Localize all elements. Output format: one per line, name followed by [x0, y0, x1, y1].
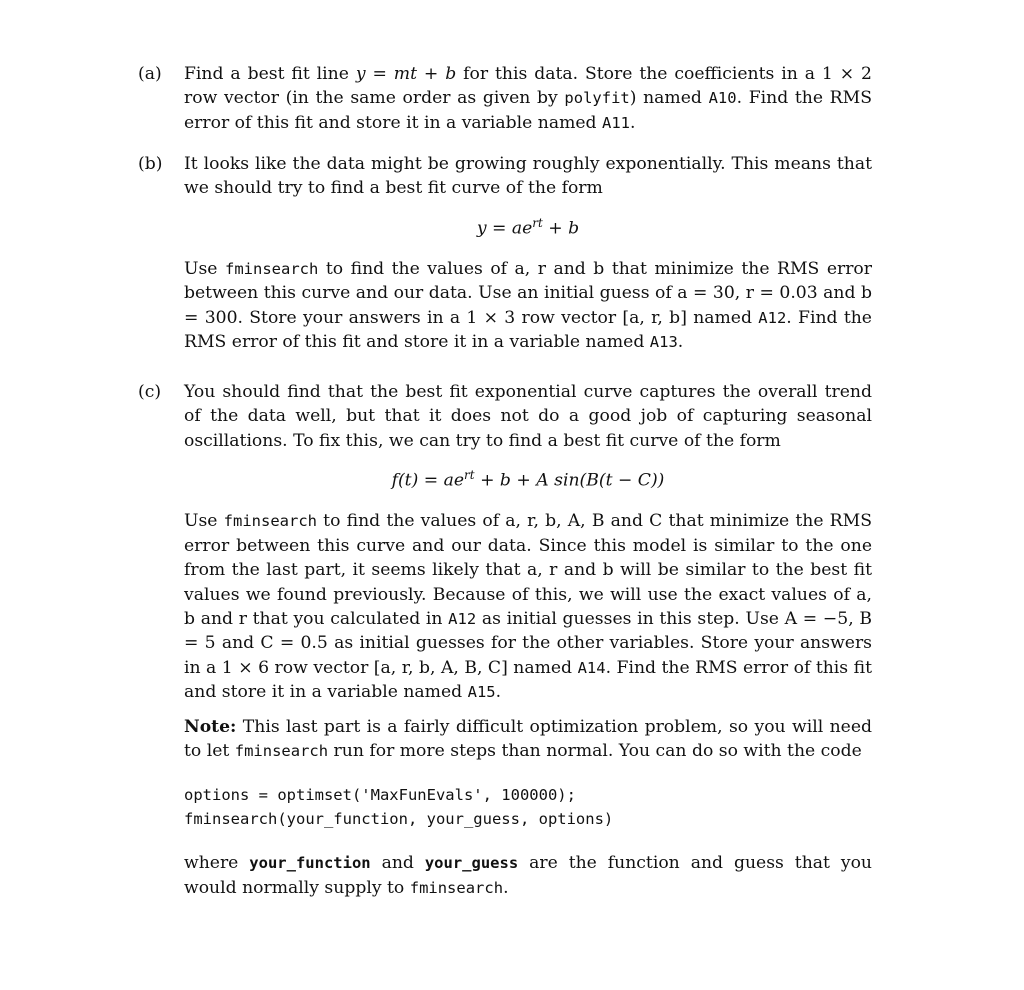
inline-code: fminsearch — [225, 259, 319, 278]
inline-code: your_function — [249, 854, 371, 873]
inline-code: your_guess — [424, 854, 519, 873]
inline-code: A13 — [649, 333, 678, 352]
inline-code: A10 — [708, 89, 737, 108]
note-paragraph: Note: This last part is a fairly difficult optimization problem, so you will need to let fminsearch run for more steps than normal. You can do so with the code — [184, 716, 872, 762]
part-label: (a) — [138, 64, 162, 84]
inline-code: A12 — [758, 308, 787, 327]
inline-code: fminsearch — [223, 512, 317, 531]
inline-code: polyfit — [564, 89, 630, 108]
problem-part-c — [138, 380, 878, 900]
code-line: options = optimset('MaxFunEvals', 100000); — [184, 786, 576, 805]
inline-code: fminsearch — [409, 878, 504, 897]
paragraph: It looks like the data might be growing roughly exponentially. This means that we should try to find a best fit curve of the form — [184, 154, 872, 199]
paragraph: You should find that the best fit exponential curve captures the overall trend of the data well, but that it does not do a good job of capturing seasonal oscillations. To fix this, we can try to find a best fit curve of the form — [184, 382, 872, 451]
part-body — [184, 62, 872, 135]
inline-code: fminsearch — [234, 742, 329, 761]
inline-equation: y = mt + b — [355, 64, 457, 84]
inline-code: A14 — [577, 658, 606, 677]
paragraph: Use fminsearch to find the values of a, r, b, A, B and C that minimize the RMS error between this curve and our data. Since this model is similar to the one from the last part, it seems likely that a, r and b will be similar to the best fit values we found previously. Because of this, we will use the exact values of a, b and r that you calculated in A12 as initial guesses in this step. Use A = −5, B = 5 and C = 0.5 as initial guesses for the other variables. Store your answers in a 1 × 6 row vector [a, r, b, A, B, C] named A14. Find the RMS error of this fit and store it in a variable named A15. — [184, 511, 872, 703]
code-line: fminsearch(your_function, your_guess, options) — [184, 810, 614, 829]
part-body — [184, 152, 872, 355]
part-body — [184, 380, 872, 900]
display-equation: $y = ae^{rt} + b$ — [476, 215, 580, 239]
problem-part-b — [138, 152, 878, 355]
inline-code: A12 — [448, 609, 477, 628]
code-block — [184, 783, 872, 831]
paragraph: where your_function and your_guess are the function and guess that you would normally supply to fminsearch. — [184, 853, 872, 898]
problem-part-a — [138, 62, 878, 135]
paragraph: Find a best fit line y = mt + b for this data. Store the coefficients in a 1 × 2 row vector (in the same order as given by polyfit) named A10. Find the RMS error of this fit and store it in a variable named A11. — [184, 64, 873, 133]
part-label: (c) — [138, 382, 162, 402]
note-label: Note: — [184, 716, 237, 737]
paragraph: Use fminsearch to find the values of a, r and b that minimize the RMS error between this curve and our data. Use an initial guess of a = 30, r = 0.03 and b = 300. Store your answers in a 1 × 3 row vector [a, r, b] named A12. Find the RMS error of this fit and store it in a variable named A13. — [184, 258, 872, 353]
inline-code: A15 — [467, 683, 496, 702]
part-label: (b) — [138, 154, 163, 174]
inline-code: A11 — [602, 113, 631, 132]
display-equation: $f(t) = ae^{rt} + b + A$ sin(B(t − C)) — [391, 468, 665, 491]
